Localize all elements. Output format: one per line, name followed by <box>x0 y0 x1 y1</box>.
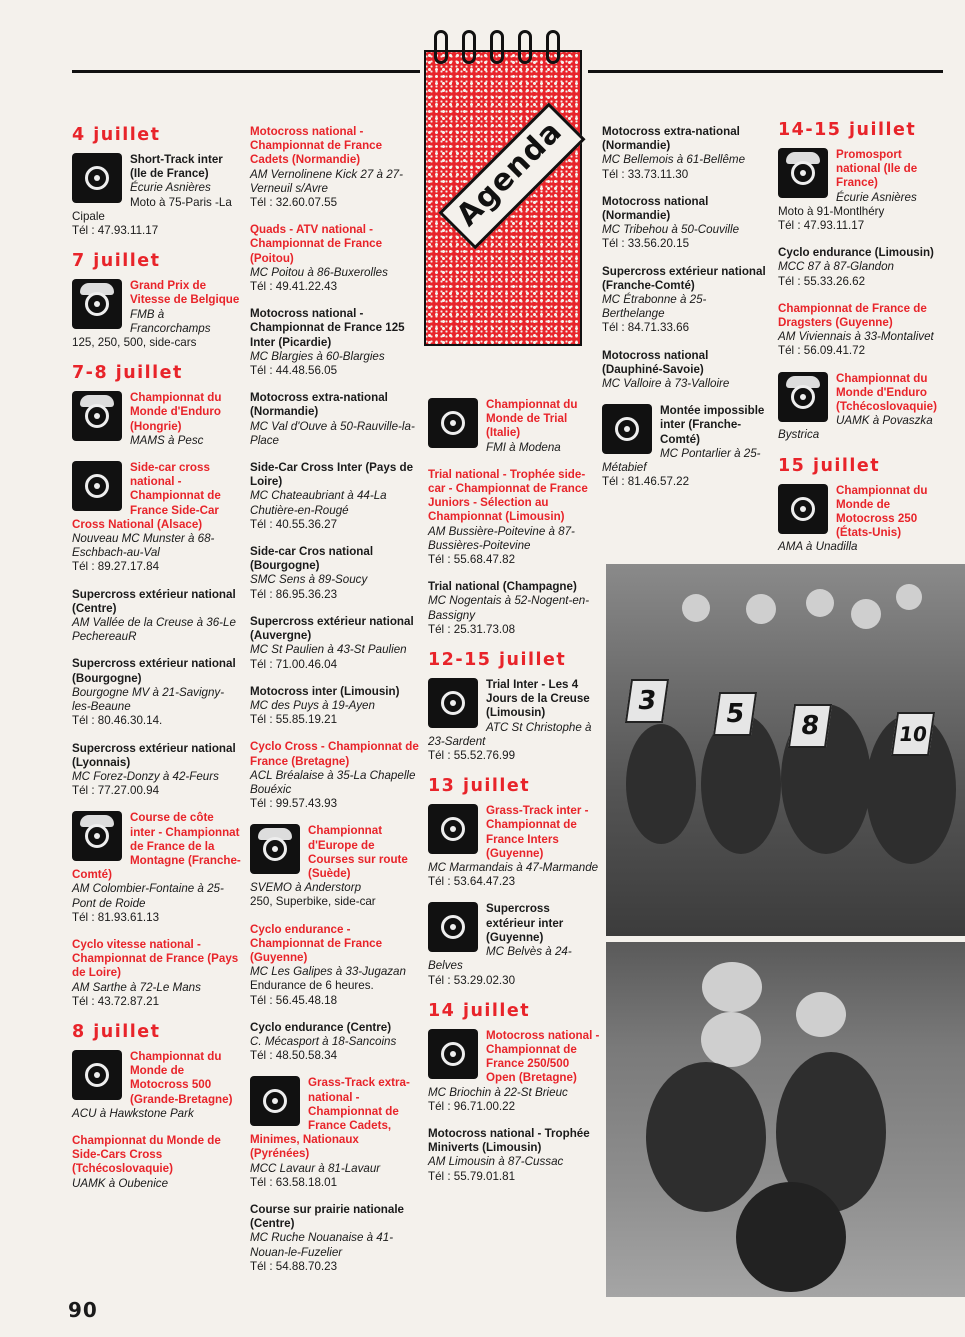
event-title: Side-car Cros national (Bourgogne) <box>250 545 374 573</box>
motorcycle-wheel-icon <box>428 902 478 952</box>
column-5 <box>778 120 944 568</box>
event-entry <box>250 615 420 672</box>
event-phone: Tél : 81.46.57.22 <box>602 475 690 489</box>
event-title: Motocross extra-national (Normandie) <box>602 125 740 153</box>
event-organizer: AM Vallée de la Creuse à 36-Le PechereauR <box>72 616 236 644</box>
event-title: Side-car cross national - Championnat de France Side-Car Cross National (Alsace) <box>72 461 221 531</box>
spiral-ring-icon <box>434 30 448 64</box>
event-entry <box>72 938 242 1009</box>
rider-helmet-icon <box>72 279 122 329</box>
event-organizer: SVEMO à Anderstorp <box>250 881 362 895</box>
event-phone: Tél : 55.33.26.62 <box>778 274 866 288</box>
event-entry <box>72 153 242 238</box>
event-phone: Tél : 63.58.18.01 <box>250 1175 338 1189</box>
event-entry <box>250 307 420 378</box>
event-phone: Tél : 47.93.11.17 <box>72 224 159 238</box>
agenda-notepad-graphic <box>424 30 586 348</box>
event-organizer: MC Chateaubriant à 44-La Chutière-en-Rougé <box>250 489 387 517</box>
event-entry <box>778 484 944 555</box>
motorcycle-wheel-icon <box>602 404 652 454</box>
event-title: Supercross extérieur national (Centre) <box>72 587 236 615</box>
motorcycle-wheel-icon <box>250 1076 300 1126</box>
rider-helmet-icon <box>72 811 122 861</box>
motorcycle-wheel-icon <box>428 678 478 728</box>
event-entry <box>428 804 600 889</box>
event-title: Supercross extérieur national (Bourgogne) <box>72 657 236 685</box>
event-phone: Tél : 86.95.36.23 <box>250 587 338 601</box>
event-entry <box>72 742 242 799</box>
event-phone: Tél : 81.93.61.13 <box>72 910 160 924</box>
event-organizer: AM Viviennais à 33-Montalivet <box>778 330 934 344</box>
event-title: Championnat de France de Dragsters (Guyenne) <box>778 301 927 330</box>
event-entry <box>72 1134 242 1191</box>
event-phone: Tél : 40.55.36.27 <box>250 517 338 531</box>
event-phone: Tél : 55.52.76.99 <box>428 749 516 763</box>
event-title: Grand Prix de Vitesse de Belgique <box>130 279 240 307</box>
event-organizer: MC Les Galipes à 33-Jugazan <box>250 965 406 979</box>
event-entry <box>250 923 420 1008</box>
event-organizer: MC Étrabonne à 25-Berthelange <box>602 293 707 321</box>
event-title: Side-Car Cross Inter (Pays de Loire) <box>250 461 414 489</box>
agenda-title: Agenda <box>438 102 585 249</box>
spiral-ring-icon <box>490 30 504 64</box>
rider-helmet-icon <box>778 372 828 422</box>
event-organizer: MC Valloire à 73-Valloire <box>602 377 730 391</box>
event-phone: Tél : 32.60.07.55 <box>250 196 338 210</box>
event-organizer: MAMS à Pesc <box>130 433 204 447</box>
event-phone: Tél : 47.93.11.17 <box>778 219 865 233</box>
event-details: Moto à 91-Montlhéry <box>778 204 885 218</box>
event-phone: Tél : 54.88.70.23 <box>250 1259 338 1273</box>
event-phone: Tél : 56.09.41.72 <box>778 344 866 358</box>
event-title: Course sur prairie nationale (Centre) <box>250 1203 404 1231</box>
event-title: Championnat du Monde de Motocross 250 (États-Unis) <box>836 483 928 540</box>
event-organizer: AM Sarthe à 72-Le Mans <box>72 980 201 994</box>
event-entry <box>250 1076 420 1190</box>
top-rule-left <box>72 70 420 73</box>
event-phone: Tél : 77.27.00.94 <box>72 784 160 798</box>
event-entry <box>428 902 600 987</box>
event-organizer: ATC St Christophe à 23-Sardent <box>428 720 592 748</box>
event-organizer: UAMK à Oubenice <box>72 1176 169 1190</box>
spiral-ring-icon <box>518 30 532 64</box>
event-title: Motocross national (Normandie) <box>602 194 709 223</box>
event-details: Endurance de 6 heures. <box>250 979 374 993</box>
spiral-ring-icon <box>462 30 476 64</box>
event-entry <box>72 1050 242 1121</box>
event-entry <box>778 148 944 233</box>
event-organizer: AMA à Unadilla <box>778 540 858 554</box>
event-organizer: MC Blargies à 60-Blargies <box>250 349 385 363</box>
event-organizer: ACU à Hawkstone Park <box>72 1106 194 1120</box>
event-phone: Tél : 99.57.43.93 <box>250 797 338 811</box>
event-title: Supercross extérieur national (Auvergne) <box>250 614 414 643</box>
event-entry <box>602 404 767 489</box>
event-title: Supercross extérieur inter (Guyenne) <box>486 902 564 944</box>
event-title: Motocross inter (Limousin) <box>250 684 400 698</box>
event-entry <box>250 1021 420 1064</box>
motocross-mud-photo <box>606 942 965 1297</box>
event-title: Course de côte inter - Championnat de France de la Montagne (Franche-Comté) <box>72 811 241 882</box>
event-entry <box>602 195 767 252</box>
event-title: Cyclo endurance - Championnat de France (Guyenne) <box>250 922 383 964</box>
event-organizer: MC Poitou à 86-Buxerolles <box>250 265 388 279</box>
event-entry <box>602 125 767 182</box>
event-organizer: UAMK à Povaszka Bystrica <box>778 414 933 442</box>
event-organizer: AM Vernolinene Kick 27 à 27-Verneuil s/Avre <box>250 167 403 195</box>
event-phone: Tél : 43.72.87.21 <box>72 994 160 1008</box>
motorcycle-wheel-icon <box>778 484 828 534</box>
event-phone: Tél : 55.85.19.21 <box>250 713 338 727</box>
motorcycle-wheel-icon <box>428 804 478 854</box>
rider-helmet-icon <box>778 148 828 198</box>
column-2 <box>250 125 420 1287</box>
motorcycle-wheel-icon <box>428 1029 478 1079</box>
event-organizer: AM Colombier-Fontaine à 25-Pont de Roide <box>72 882 224 910</box>
event-date-heading: 7-8 juillet <box>72 363 183 384</box>
event-title: Motocross national - Championnat de France Cadets (Normandie) <box>250 125 383 167</box>
motocross-start-photo <box>606 564 965 936</box>
event-title: Grass-Track extra-national - Championnat de France Cadets, Minimes, Nationaux (Pyrénées) <box>250 1076 410 1161</box>
event-organizer: MC Ruche Nouanaise à 41-Nouan-le-Fuzelier <box>250 1231 394 1259</box>
race-plate: 10 <box>891 712 935 756</box>
event-entry <box>778 302 944 359</box>
event-organizer: MC Briochin à 22-St Brieuc <box>428 1085 568 1099</box>
event-entry <box>250 824 420 909</box>
event-phone: Tél : 89.27.17.84 <box>72 560 160 574</box>
event-title: Grass-Track inter - Championnat de France Inters (Guyenne) <box>486 804 589 860</box>
event-date-heading: 7 juillet <box>72 251 161 272</box>
event-organizer: MC Forez-Donzy à 42-Feurs <box>72 769 219 783</box>
event-entry <box>250 740 420 811</box>
spiral-ring-icon <box>546 30 560 64</box>
event-entry <box>72 811 242 925</box>
event-phone: Tél : 49.41.22.43 <box>250 280 338 294</box>
event-organizer: MCC Lavaur à 81-Lavaur <box>250 1161 381 1175</box>
event-entry <box>778 246 944 289</box>
event-details: Moto à 75-Paris -La Cipale <box>72 195 232 223</box>
event-date-heading: 14 juillet <box>428 1000 531 1021</box>
event-organizer: ACL Bréalaise à 35-La Chapelle Bouéxic <box>250 768 416 796</box>
event-title: Motocross national - Championnat de France 125 Inter (Picardie) <box>250 307 405 349</box>
race-plate: 8 <box>788 704 832 748</box>
event-organizer: MC St Paulien à 43-St Paulien <box>250 643 407 657</box>
event-title: Cyclo endurance (Limousin) <box>778 246 934 260</box>
event-organizer: MC Belvès à 24-Belves <box>428 945 572 973</box>
event-entry <box>72 588 242 645</box>
event-phone: Tél : 25.31.73.08 <box>428 622 516 636</box>
event-title: Supercross extérieur national (Franche-Comté) <box>602 264 766 292</box>
event-entry <box>428 678 600 763</box>
event-organizer: Bourgogne MV à 21-Savigny-les-Beaune <box>72 685 225 714</box>
event-details: 125, 250, 500, side-cars <box>72 336 197 350</box>
rider-helmet-icon <box>72 391 122 441</box>
event-title: Championnat du Monde de Motocross 500 (Grande-Bretagne) <box>130 1049 233 1106</box>
event-entry <box>72 391 242 448</box>
race-plate: 3 <box>625 679 669 723</box>
event-organizer: MC Nogentais à 52-Nogent-en-Bassigny <box>428 594 590 622</box>
event-entry <box>428 1029 600 1114</box>
motorcycle-wheel-icon <box>428 398 478 448</box>
event-title: Short-Track inter (Ile de France) <box>130 153 223 181</box>
event-phone: Tél : 33.56.20.15 <box>602 237 690 251</box>
event-date-heading: 15 juillet <box>778 455 881 476</box>
event-phone: Tél : 84.71.33.66 <box>602 321 690 335</box>
event-title: Championnat du Monde d'Enduro (Hongrie) <box>130 391 222 433</box>
event-entry <box>428 580 600 637</box>
event-organizer: Écurie Asnières <box>836 190 917 204</box>
event-phone: Tél : 44.48.56.05 <box>250 364 338 378</box>
event-title: Promosport national (Ile de France) <box>836 148 918 190</box>
event-organizer: AM Bussière-Poitevine à 87-Bussières-Poitevine <box>428 524 575 552</box>
event-entry <box>250 461 420 532</box>
race-plate: 5 <box>713 692 757 736</box>
column-3 <box>428 398 600 1197</box>
event-title: Montée impossible inter (Franche-Comté) <box>660 404 765 446</box>
event-organizer: Écurie Asnières <box>130 181 211 195</box>
motorcycle-wheel-icon <box>72 461 122 511</box>
event-title: Motocross extra-national (Normandie) <box>250 391 388 419</box>
event-organizer: MC Tribehou à 50-Couville <box>602 223 740 237</box>
top-rule-right <box>588 70 943 73</box>
event-title: Championnat du Monde de Trial (Italie) <box>486 398 578 440</box>
event-title: Trial national - Trophée side-car - Championnat de France Juniors - Sélection au Championnat (Limousin) <box>428 467 588 524</box>
event-entry <box>602 265 767 336</box>
event-entry <box>250 391 420 448</box>
event-title: Motocross national - Championnat de France 250/500 Open (Bretagne) <box>486 1028 600 1085</box>
event-entry <box>72 461 242 575</box>
event-entry <box>250 685 420 728</box>
event-organizer: MCC 87 à 87-Glandon <box>778 260 894 274</box>
event-organizer: Nouveau MC Munster à 68-Eschbach-au-Val <box>72 532 215 560</box>
event-entry <box>428 468 600 567</box>
event-phone: Tél : 55.68.47.82 <box>428 553 516 567</box>
event-phone: Tél : 33.73.11.30 <box>602 167 689 181</box>
event-entry <box>250 125 420 210</box>
event-title: Trial Inter - Les 4 Jours de la Creuse (Limousin) <box>486 678 590 720</box>
event-title: Cyclo vitesse national - Championnat de France (Pays de Loire) <box>72 937 239 980</box>
rider-helmet-icon <box>250 824 300 874</box>
event-date-heading: 8 juillet <box>72 1021 161 1042</box>
event-title: Supercross extérieur national (Lyonnais) <box>72 741 236 769</box>
event-title: Championnat du Monde de Side-Cars Cross (Tchécoslovaquie) <box>72 1133 221 1176</box>
column-1 <box>72 125 242 1204</box>
event-entry <box>72 279 242 350</box>
event-title: Championnat d'Europe de Courses sur route (Suède) <box>308 824 408 880</box>
event-title: Motocross national (Dauphiné-Savoie) <box>602 348 709 376</box>
event-entry <box>250 545 420 602</box>
event-organizer: AM Limousin à 87-Cussac <box>428 1155 564 1169</box>
event-title: Cyclo Cross - Championnat de France (Bretagne) <box>250 740 419 768</box>
column-4 <box>602 125 767 502</box>
motorcycle-wheel-icon <box>72 1050 122 1100</box>
event-phone: Tél : 80.46.30.14. <box>72 714 163 728</box>
event-organizer: MC Bellemois à 61-Bellême <box>602 153 746 167</box>
event-entry <box>428 1127 600 1184</box>
event-organizer: MC Marmandais à 47-Marmande <box>428 861 599 875</box>
event-date-heading: 12-15 juillet <box>428 650 567 671</box>
event-title: Motocross national - Trophée Miniverts (Limousin) <box>428 1126 590 1155</box>
event-details: 250, Superbike, side-car <box>250 895 376 909</box>
event-phone: Tél : 48.50.58.34 <box>250 1049 338 1063</box>
event-organizer: MC des Puys à 19-Ayen <box>250 698 375 712</box>
event-entry <box>428 398 600 455</box>
event-date-heading: 13 juillet <box>428 776 531 797</box>
event-title: Quads - ATV national - Championnat de France (Poitou) <box>250 223 383 265</box>
event-organizer: SMC Sens à 89-Soucy <box>250 573 368 587</box>
event-title: Championnat du Monde d'Enduro (Tchécoslovaquie) <box>836 371 937 414</box>
event-entry <box>602 349 767 392</box>
event-organizer: MC Pontarlier à 25-Métabief <box>602 446 761 475</box>
event-entry <box>250 1203 420 1274</box>
event-entry <box>778 372 944 443</box>
event-phone: Tél : 53.64.47.23 <box>428 875 516 889</box>
event-title: Trial national (Champagne) <box>428 580 577 594</box>
event-phone: Tél : 71.00.46.04 <box>250 657 338 671</box>
event-title: Cyclo endurance (Centre) <box>250 1020 392 1034</box>
motorcycle-wheel-icon <box>72 153 122 203</box>
event-organizer: FMB à Francorchamps <box>130 307 211 335</box>
event-date-heading: 14-15 juillet <box>778 120 917 140</box>
event-organizer: C. Mécasport à 18-Sancoins <box>250 1034 397 1048</box>
event-entry <box>72 657 242 728</box>
event-phone: Tél : 96.71.00.22 <box>428 1099 516 1113</box>
event-phone: Tél : 56.45.48.18 <box>250 993 338 1007</box>
event-phone: Tél : 53.29.02.30 <box>428 973 516 987</box>
page-number: 90 <box>68 1298 98 1322</box>
event-organizer: FMI à Modena <box>486 440 561 454</box>
event-entry <box>250 223 420 294</box>
event-date-heading: 4 juillet <box>72 125 161 145</box>
event-organizer: MC Val d'Ouve à 50-Rauville-la-Place <box>250 419 415 447</box>
event-phone: Tél : 55.79.01.81 <box>428 1169 516 1183</box>
